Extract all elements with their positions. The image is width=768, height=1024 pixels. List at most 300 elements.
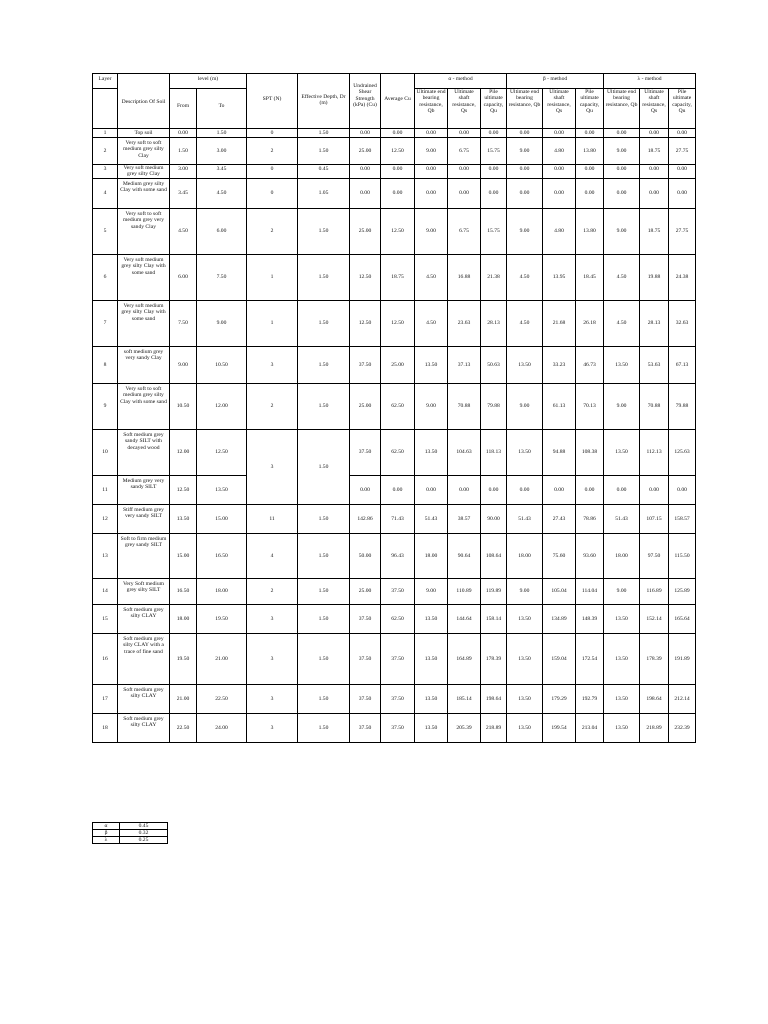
cell-layer: 1 [93,129,118,138]
cell-l-qs: 178.39 [640,633,669,684]
cell-de: 1.50 [298,633,350,684]
cell-l-qs: 18.75 [640,138,669,165]
cell-a-qb: 9.00 [415,578,448,604]
cell-a-qb: 4.50 [415,254,448,300]
pile-capacity-table [92,73,696,743]
header-beta-qb: Ultimate end bearing resistance, Qb [507,89,543,129]
table-row [93,684,696,713]
cell-l-qu: 67.13 [669,346,696,383]
cell-b-qu: 192.79 [576,684,604,713]
cell-to: 16.50 [197,533,247,578]
cell-a-qs: 70.88 [448,383,481,429]
cell-a-qu: 0.00 [481,178,507,208]
header-beta-qu: Pile ultimate capacity, Qu [576,89,604,129]
cell-a-qs: 38.57 [448,504,481,533]
cell-layer: 4 [93,178,118,208]
cell-a-qu: 90.00 [481,504,507,533]
coefficient-value: 0.25 [120,837,168,844]
cell-a-qb: 0.00 [415,165,448,179]
cell-l-qb: 13.50 [604,633,640,684]
cell-desc: Very Soft medium grey silty SILT [118,578,170,604]
cell-to: 19.50 [197,604,247,633]
cell-avg: 12.50 [381,208,415,254]
cell-spt: 3 [247,346,298,383]
cell-spt: 0 [247,165,298,179]
header-lambda-qb: Ultimate end bearing resistance, Qb [604,89,640,129]
cell-from: 15.00 [170,533,197,578]
coefficient-row [93,823,168,830]
table-row [93,178,696,208]
header-undrained-shear: Undrained Shear Strength (kPa) (Cu) [350,74,381,129]
header-from: From [170,89,197,129]
cell-b-qs: 21.68 [543,300,576,346]
cell-to: 3.45 [197,165,247,179]
cell-b-qs: 0.00 [543,129,576,138]
header-description: Description Of Soil [118,74,170,129]
cell-a-qb: 13.50 [415,429,448,475]
cell-desc: Soft medium grey silty CLAY with a trace of fine sand [118,633,170,684]
coefficient-symbol: α [93,823,120,830]
cell-b-qu: 213.04 [576,713,604,742]
cell-de: 1.50 [298,138,350,165]
cell-b-qb: 9.00 [507,138,543,165]
cell-de: 1.50 [298,429,350,504]
table-row [93,604,696,633]
cell-b-qs: 0.00 [543,475,576,504]
cell-l-qb: 4.50 [604,300,640,346]
cell-b-qb: 4.50 [507,300,543,346]
cell-cu: 0.00 [350,129,381,138]
cell-a-qb: 51.43 [415,504,448,533]
cell-b-qs: 27.43 [543,504,576,533]
cell-de: 1.50 [298,383,350,429]
cell-desc: soft medium grey very sandy Clay [118,346,170,383]
cell-layer: 13 [93,533,118,578]
cell-a-qs: 90.64 [448,533,481,578]
table-row [93,533,696,578]
cell-b-qs: 199.54 [543,713,576,742]
cell-desc: Very soft medium grey silty Clay with some sand [118,300,170,346]
cell-b-qs: 159.04 [543,633,576,684]
header-layer-blank [93,89,118,129]
cell-b-qb: 51.43 [507,504,543,533]
cell-a-qu: 178.39 [481,633,507,684]
header-lambda-qu: Pile ultimate capacity, Qu [669,89,696,129]
cell-l-qu: 27.75 [669,208,696,254]
coefficient-symbol: β [93,830,120,837]
cell-desc: Soft medium grey silty CLAY [118,713,170,742]
cell-a-qu: 15.75 [481,138,507,165]
cell-from: 16.50 [170,578,197,604]
table-row [93,254,696,300]
cell-to: 7.50 [197,254,247,300]
coefficient-row [93,837,168,844]
cell-to: 22.50 [197,684,247,713]
cell-desc: Very soft to soft medium grey very sandy Clay [118,208,170,254]
header-to: To [197,89,247,129]
cell-l-qs: 152.14 [640,604,669,633]
cell-a-qs: 164.89 [448,633,481,684]
header-spt: SPT (N) [247,74,298,129]
cell-to: 15.00 [197,504,247,533]
cell-l-qb: 18.00 [604,533,640,578]
coefficient-value: 0.45 [120,823,168,830]
cell-avg: 37.50 [381,713,415,742]
table-body [93,129,696,743]
cell-b-qu: 13.80 [576,208,604,254]
cell-cu: 12.50 [350,300,381,346]
cell-cu: 37.50 [350,346,381,383]
cell-to: 10.50 [197,346,247,383]
table-row [93,383,696,429]
cell-b-qu: 0.00 [576,165,604,179]
cell-l-qb: 0.00 [604,129,640,138]
cell-l-qs: 28.13 [640,300,669,346]
cell-avg: 25.00 [381,346,415,383]
cell-l-qs: 198.64 [640,684,669,713]
cell-l-qu: 115.50 [669,533,696,578]
cell-b-qu: 26.18 [576,300,604,346]
cell-a-qb: 13.50 [415,713,448,742]
cell-spt: 3 [247,684,298,713]
cell-to: 9.00 [197,300,247,346]
cell-layer: 15 [93,604,118,633]
cell-l-qu: 191.89 [669,633,696,684]
cell-b-qu: 114.04 [576,578,604,604]
cell-l-qb: 9.00 [604,578,640,604]
header-alpha-qb: Ultimate end bearing resistance, Qb [415,89,448,129]
cell-desc: Soft medium grey sandy SILT with decayed wood [118,429,170,475]
cell-to: 4.50 [197,178,247,208]
cell-b-qb: 13.50 [507,346,543,383]
cell-b-qu: 93.60 [576,533,604,578]
cell-l-qu: 0.00 [669,129,696,138]
cell-de: 1.50 [298,533,350,578]
cell-l-qu: 24.38 [669,254,696,300]
table-row [93,208,696,254]
cell-avg: 62.50 [381,604,415,633]
cell-l-qb: 0.00 [604,165,640,179]
cell-l-qb: 51.43 [604,504,640,533]
cell-from: 6.00 [170,254,197,300]
cell-l-qs: 0.00 [640,178,669,208]
cell-a-qs: 0.00 [448,475,481,504]
cell-l-qb: 13.50 [604,604,640,633]
cell-l-qb: 0.00 [604,475,640,504]
cell-b-qb: 13.50 [507,604,543,633]
cell-layer: 9 [93,383,118,429]
cell-de: 1.50 [298,504,350,533]
cell-spt: 11 [247,504,298,533]
cell-a-qb: 13.50 [415,604,448,633]
cell-cu: 142.86 [350,504,381,533]
cell-spt: 1 [247,254,298,300]
cell-a-qs: 144.64 [448,604,481,633]
cell-spt: 4 [247,533,298,578]
cell-spt: 3 [247,429,298,504]
cell-from: 22.50 [170,713,197,742]
cell-a-qu: 79.88 [481,383,507,429]
cell-from: 1.50 [170,138,197,165]
cell-a-qs: 37.13 [448,346,481,383]
cell-b-qb: 9.00 [507,578,543,604]
cell-a-qb: 0.00 [415,129,448,138]
cell-b-qb: 9.00 [507,383,543,429]
cell-l-qs: 0.00 [640,165,669,179]
cell-l-qu: 232.39 [669,713,696,742]
cell-l-qb: 13.50 [604,346,640,383]
cell-avg: 0.00 [381,475,415,504]
cell-cu: 25.00 [350,383,381,429]
cell-spt: 2 [247,383,298,429]
cell-from: 19.50 [170,633,197,684]
cell-b-qs: 33.23 [543,346,576,383]
header-beta-method: β - method [507,74,604,89]
cell-b-qb: 13.50 [507,633,543,684]
cell-b-qb: 0.00 [507,178,543,208]
cell-b-qu: 18.45 [576,254,604,300]
cell-to: 21.00 [197,633,247,684]
table-row [93,633,696,684]
cell-b-qu: 0.00 [576,475,604,504]
cell-to: 18.00 [197,578,247,604]
cell-l-qs: 0.00 [640,129,669,138]
cell-b-qs: 0.00 [543,178,576,208]
table-row [93,165,696,179]
cell-b-qs: 4.80 [543,138,576,165]
header-lambda-method: λ - method [604,74,696,89]
cell-layer: 3 [93,165,118,179]
cell-b-qs: 179.29 [543,684,576,713]
cell-l-qs: 112.13 [640,429,669,475]
cell-l-qs: 107.15 [640,504,669,533]
cell-cu: 0.00 [350,165,381,179]
header-alpha-qu: Pile ultimate capacity, Qu [481,89,507,129]
cell-from: 13.50 [170,504,197,533]
table-row [93,578,696,604]
cell-l-qu: 0.00 [669,178,696,208]
cell-cu: 50.00 [350,533,381,578]
cell-a-qb: 18.00 [415,533,448,578]
cell-a-qb: 13.50 [415,684,448,713]
cell-layer: 16 [93,633,118,684]
cell-l-qs: 53.63 [640,346,669,383]
cell-l-qs: 0.00 [640,475,669,504]
cell-a-qu: 50.63 [481,346,507,383]
cell-spt: 0 [247,129,298,138]
table-row [93,300,696,346]
cell-l-qb: 0.00 [604,178,640,208]
cell-from: 3.45 [170,178,197,208]
cell-spt: 0 [247,178,298,208]
cell-cu: 37.50 [350,429,381,475]
table-row [93,129,696,138]
coefficient-row [93,830,168,837]
cell-de: 1.50 [298,254,350,300]
cell-b-qu: 70.13 [576,383,604,429]
coefficient-value: 0.32 [120,830,168,837]
cell-a-qb: 4.50 [415,300,448,346]
cell-layer: 11 [93,475,118,504]
cell-desc: Top soil [118,129,170,138]
cell-a-qu: 118.13 [481,429,507,475]
cell-a-qs: 0.00 [448,165,481,179]
cell-to: 13.50 [197,475,247,504]
cell-layer: 17 [93,684,118,713]
cell-from: 3.00 [170,165,197,179]
cell-l-qu: 79.88 [669,383,696,429]
cell-to: 1.50 [197,129,247,138]
cell-de: 1.50 [298,713,350,742]
cell-l-qu: 165.64 [669,604,696,633]
cell-avg: 37.50 [381,633,415,684]
cell-l-qb: 13.50 [604,713,640,742]
cell-layer: 5 [93,208,118,254]
cell-avg: 62.50 [381,383,415,429]
cell-b-qs: 4.80 [543,208,576,254]
cell-layer: 2 [93,138,118,165]
cell-from: 7.50 [170,300,197,346]
cell-l-qu: 158.57 [669,504,696,533]
cell-b-qs: 13.95 [543,254,576,300]
cell-l-qs: 70.88 [640,383,669,429]
cell-a-qu: 0.00 [481,165,507,179]
cell-b-qb: 0.00 [507,475,543,504]
cell-spt: 2 [247,578,298,604]
cell-l-qs: 218.89 [640,713,669,742]
cell-a-qs: 0.00 [448,178,481,208]
cell-layer: 6 [93,254,118,300]
cell-l-qu: 32.63 [669,300,696,346]
cell-a-qs: 6.75 [448,138,481,165]
cell-a-qu: 158.14 [481,604,507,633]
cell-l-qu: 27.75 [669,138,696,165]
cell-l-qb: 9.00 [604,138,640,165]
cell-desc: Soft medium grey silty CLAY [118,684,170,713]
cell-b-qb: 4.50 [507,254,543,300]
header-alpha-qs: Ultimate shaft resistance, Qs [448,89,481,129]
cell-avg: 96.43 [381,533,415,578]
cell-b-qu: 148.39 [576,604,604,633]
cell-cu: 37.50 [350,604,381,633]
cell-cu: 37.50 [350,633,381,684]
cell-from: 21.00 [170,684,197,713]
table-row [93,504,696,533]
cell-de: 1.05 [298,178,350,208]
cell-a-qs: 205.39 [448,713,481,742]
cell-b-qs: 105.04 [543,578,576,604]
cell-avg: 18.75 [381,254,415,300]
cell-de: 0.45 [298,165,350,179]
cell-b-qb: 13.50 [507,429,543,475]
cell-b-qb: 0.00 [507,129,543,138]
cell-to: 6.00 [197,208,247,254]
cell-to: 12.00 [197,383,247,429]
cell-desc: Medium grey very sandy SILT [118,475,170,504]
cell-spt: 3 [247,633,298,684]
table-row [93,138,696,165]
coefficient-table [92,822,168,844]
cell-a-qb: 13.50 [415,346,448,383]
cell-de: 1.50 [298,684,350,713]
cell-b-qu: 0.00 [576,129,604,138]
table-row [93,346,696,383]
cell-cu: 12.50 [350,254,381,300]
cell-to: 12.50 [197,429,247,475]
header-level: level (m) [170,74,247,89]
cell-cu: 37.50 [350,713,381,742]
cell-a-qu: 218.89 [481,713,507,742]
cell-avg: 62.50 [381,429,415,475]
cell-a-qb: 13.50 [415,633,448,684]
cell-spt: 3 [247,604,298,633]
cell-b-qu: 78.86 [576,504,604,533]
cell-l-qb: 13.50 [604,429,640,475]
cell-l-qu: 125.63 [669,429,696,475]
cell-de: 1.50 [298,578,350,604]
cell-l-qu: 212.14 [669,684,696,713]
header-average-cu: Average Cu [381,74,415,129]
cell-a-qu: 15.75 [481,208,507,254]
cell-l-qb: 9.00 [604,383,640,429]
cell-cu: 0.00 [350,178,381,208]
cell-b-qs: 134.89 [543,604,576,633]
cell-layer: 12 [93,504,118,533]
cell-b-qb: 9.00 [507,208,543,254]
cell-from: 12.00 [170,429,197,475]
cell-a-qs: 104.63 [448,429,481,475]
cell-a-qu: 108.64 [481,533,507,578]
cell-desc: Very soft to soft medium grey silty Clay [118,138,170,165]
cell-layer: 14 [93,578,118,604]
cell-b-qu: 13.80 [576,138,604,165]
cell-l-qs: 116.89 [640,578,669,604]
cell-desc: Very soft to soft medium grey silty Clay with some sand [118,383,170,429]
cell-a-qs: 16.88 [448,254,481,300]
cell-a-qu: 119.89 [481,578,507,604]
cell-from: 18.00 [170,604,197,633]
cell-l-qb: 9.00 [604,208,640,254]
cell-cu: 0.00 [350,475,381,504]
cell-layer: 10 [93,429,118,475]
header-alpha-method: α - method [415,74,507,89]
cell-avg: 71.43 [381,504,415,533]
coefficient-symbol: λ [93,837,120,844]
cell-desc: Soft to firm medium grey sandy SILT [118,533,170,578]
cell-l-qu: 0.00 [669,165,696,179]
cell-l-qs: 18.75 [640,208,669,254]
cell-avg: 0.00 [381,178,415,208]
cell-a-qs: 110.89 [448,578,481,604]
cell-a-qs: 0.00 [448,129,481,138]
cell-a-qb: 0.00 [415,475,448,504]
cell-cu: 25.00 [350,578,381,604]
header-lambda-qs: Ultimate shaft resistance, Qs [640,89,669,129]
header-beta-qs: Ultimate shaft resistance, Qs [543,89,576,129]
cell-layer: 7 [93,300,118,346]
cell-to: 3.00 [197,138,247,165]
cell-spt: 2 [247,208,298,254]
cell-a-qu: 0.00 [481,475,507,504]
cell-avg: 12.50 [381,300,415,346]
cell-from: 10.50 [170,383,197,429]
cell-l-qu: 125.89 [669,578,696,604]
cell-layer: 8 [93,346,118,383]
cell-a-qb: 0.00 [415,178,448,208]
cell-cu: 25.00 [350,208,381,254]
cell-a-qs: 23.63 [448,300,481,346]
cell-a-qb: 9.00 [415,208,448,254]
